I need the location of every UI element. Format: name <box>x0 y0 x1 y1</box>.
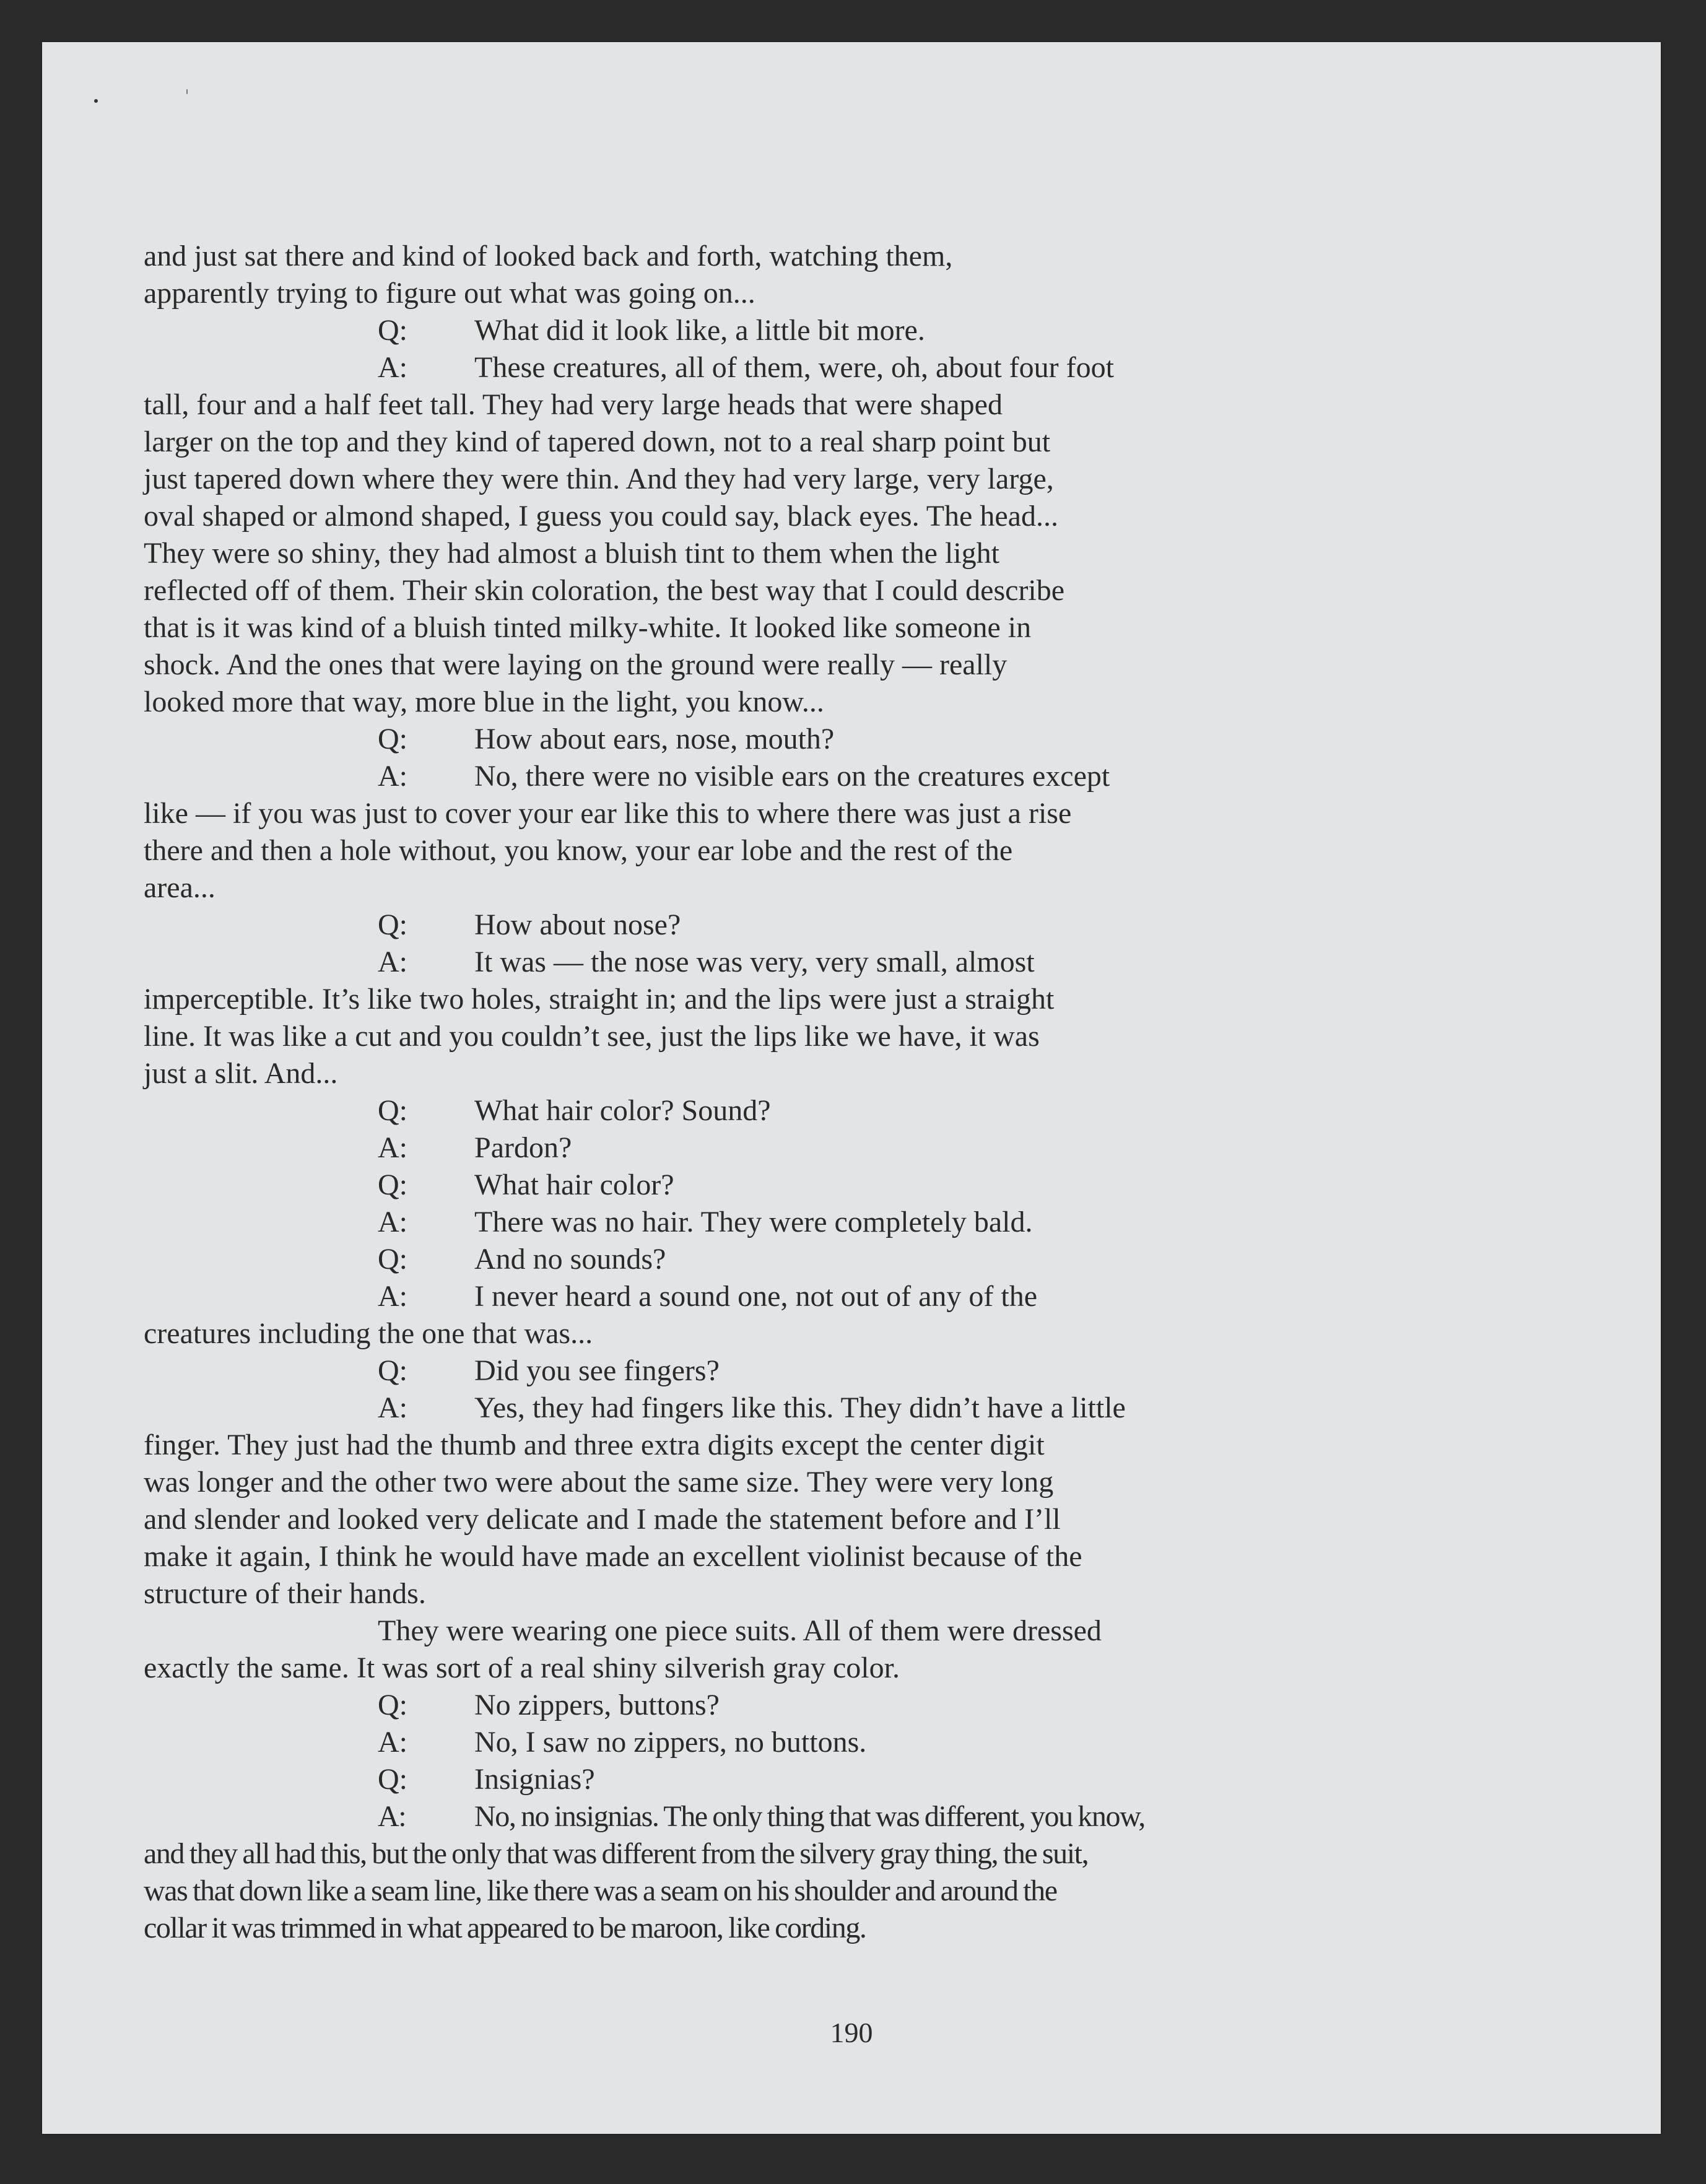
page-number: 190 <box>830 2017 873 2048</box>
text-line: tall, four and a half feet tall. They had very large heads that were shaped <box>144 388 1003 421</box>
qa-line <box>144 1352 1184 1390</box>
qa-text: No zippers, buttons? <box>474 1689 720 1721</box>
qa-text: How about nose? <box>474 908 681 941</box>
speaker-label: A: <box>378 351 407 384</box>
speaker-label: Q: <box>378 1094 407 1127</box>
speaker-label: A: <box>378 1726 407 1759</box>
qa-line <box>144 1390 1184 1427</box>
speaker-label: Q: <box>378 1168 407 1201</box>
text-line: make it again, I think he would have made an excellent violinist because of the <box>144 1540 1082 1573</box>
text-line: and just sat there and kind of looked back and forth, watching them, <box>144 240 953 272</box>
qa-text: No, no insignias. The only thing that was different, you know, <box>474 1800 1145 1833</box>
qa-text: There was no hair. They were completely bald. <box>474 1206 1033 1238</box>
qa-line <box>144 1687 1184 1724</box>
text-line: was that down like a seam line, like there was a seam on his shoulder and around the <box>144 1874 1057 1907</box>
paragraph-start-line: They were wearing one piece suits. All of them were dressed <box>378 1614 1102 1647</box>
qa-text: It was — the nose was very, very small, almost <box>474 946 1035 978</box>
text-line: there and then a hole without, you know, your ear lobe and the rest of the <box>144 834 1013 867</box>
text-line: They were so shiny, they had almost a bluish tint to them when the light <box>144 537 999 570</box>
qa-text: I never heard a sound one, not out of any of the <box>474 1280 1038 1313</box>
text-line: creatures including the one that was... <box>144 1317 593 1350</box>
qa-line <box>144 721 1184 758</box>
text-line: just tapered down where they were thin. And they had very large, very large, <box>144 463 1054 495</box>
transcript-body <box>144 238 1184 1947</box>
qa-line <box>144 1092 1184 1129</box>
qa-text: How about ears, nose, mouth? <box>474 723 835 755</box>
text-line: exactly the same. It was sort of a real shiny silverish gray color. <box>144 1651 900 1684</box>
qa-text: Yes, they had fingers like this. They didn’t have a little <box>474 1391 1126 1424</box>
text-line: collar it was trimmed in what appeared to be maroon, like cording. <box>144 1912 866 1944</box>
qa-text: No, there were no visible ears on the creatures except <box>474 760 1110 793</box>
speaker-label: A: <box>378 760 407 793</box>
qa-text: No, I saw no zippers, no buttons. <box>474 1726 867 1759</box>
text-line: line. It was like a cut and you couldn’t see, just the lips like we have, it was <box>144 1020 1040 1053</box>
text-line: was longer and the other two were about the same size. They were very long <box>144 1466 1054 1499</box>
text-line: structure of their hands. <box>144 1577 426 1610</box>
text-line: shock. And the ones that were laying on the ground were really — really <box>144 648 1007 681</box>
speaker-label: A: <box>378 1131 407 1164</box>
qa-line <box>144 758 1184 795</box>
qa-line <box>144 349 1184 386</box>
text-line: that is it was kind of a bluish tinted milky-white. It looked like someone in <box>144 611 1032 644</box>
scan-mark <box>186 89 188 94</box>
qa-text: What did it look like, a little bit more. <box>474 314 925 347</box>
qa-line <box>144 1724 1184 1761</box>
speaker-label: Q: <box>378 1243 407 1276</box>
qa-line <box>144 1167 1184 1204</box>
scan-speck <box>94 99 98 103</box>
speaker-label: A: <box>378 1280 407 1313</box>
qa-line <box>144 1278 1184 1315</box>
speaker-label: A: <box>378 1391 407 1424</box>
qa-text: These creatures, all of them, were, oh, about four foot <box>474 351 1114 384</box>
text-line: finger. They just had the thumb and three extra digits except the center digit <box>144 1429 1045 1461</box>
qa-text: What hair color? Sound? <box>474 1094 771 1127</box>
qa-text: Did you see fingers? <box>474 1354 720 1387</box>
speaker-label: Q: <box>378 723 407 755</box>
text-line: and they all had this, but the only that was different from the silvery gray thing, the suit, <box>144 1837 1089 1870</box>
qa-line <box>144 907 1184 944</box>
text-line: reflected off of them. Their skin coloration, the best way that I could describe <box>144 574 1065 607</box>
qa-line <box>144 312 1184 349</box>
text-line: oval shaped or almond shaped, I guess you could say, black eyes. The head... <box>144 500 1058 533</box>
qa-line <box>144 1204 1184 1241</box>
qa-line <box>144 1761 1184 1798</box>
speaker-label: A: <box>378 1800 406 1833</box>
speaker-label: A: <box>378 1206 407 1238</box>
text-line: and slender and looked very delicate and I made the statement before and I’ll <box>144 1503 1061 1536</box>
text-line: just a slit. And... <box>144 1057 338 1090</box>
speaker-label: Q: <box>378 1689 407 1721</box>
qa-line <box>144 1798 1184 1835</box>
speaker-label: A: <box>378 946 407 978</box>
speaker-label: Q: <box>378 1354 407 1387</box>
speaker-label: Q: <box>378 314 407 347</box>
qa-text: Insignias? <box>474 1763 595 1796</box>
qa-text: Pardon? <box>474 1131 572 1164</box>
text-line: looked more that way, more blue in the light, you know... <box>144 685 824 718</box>
text-line: like — if you was just to cover your ear like this to where there was just a rise <box>144 797 1072 830</box>
speaker-label: Q: <box>378 1763 407 1796</box>
speaker-label: Q: <box>378 908 407 941</box>
qa-text: What hair color? <box>474 1168 674 1201</box>
qa-line <box>144 1129 1184 1167</box>
qa-line <box>144 944 1184 981</box>
qa-line <box>144 1241 1184 1278</box>
text-line: larger on the top and they kind of tapered down, not to a real sharp point but <box>144 425 1051 458</box>
text-line: area... <box>144 871 215 904</box>
text-line: imperceptible. It’s like two holes, straight in; and the lips were just a straight <box>144 983 1055 1016</box>
document-page <box>42 42 1661 2134</box>
text-line: apparently trying to figure out what was going on... <box>144 277 755 310</box>
qa-text: And no sounds? <box>474 1243 666 1276</box>
